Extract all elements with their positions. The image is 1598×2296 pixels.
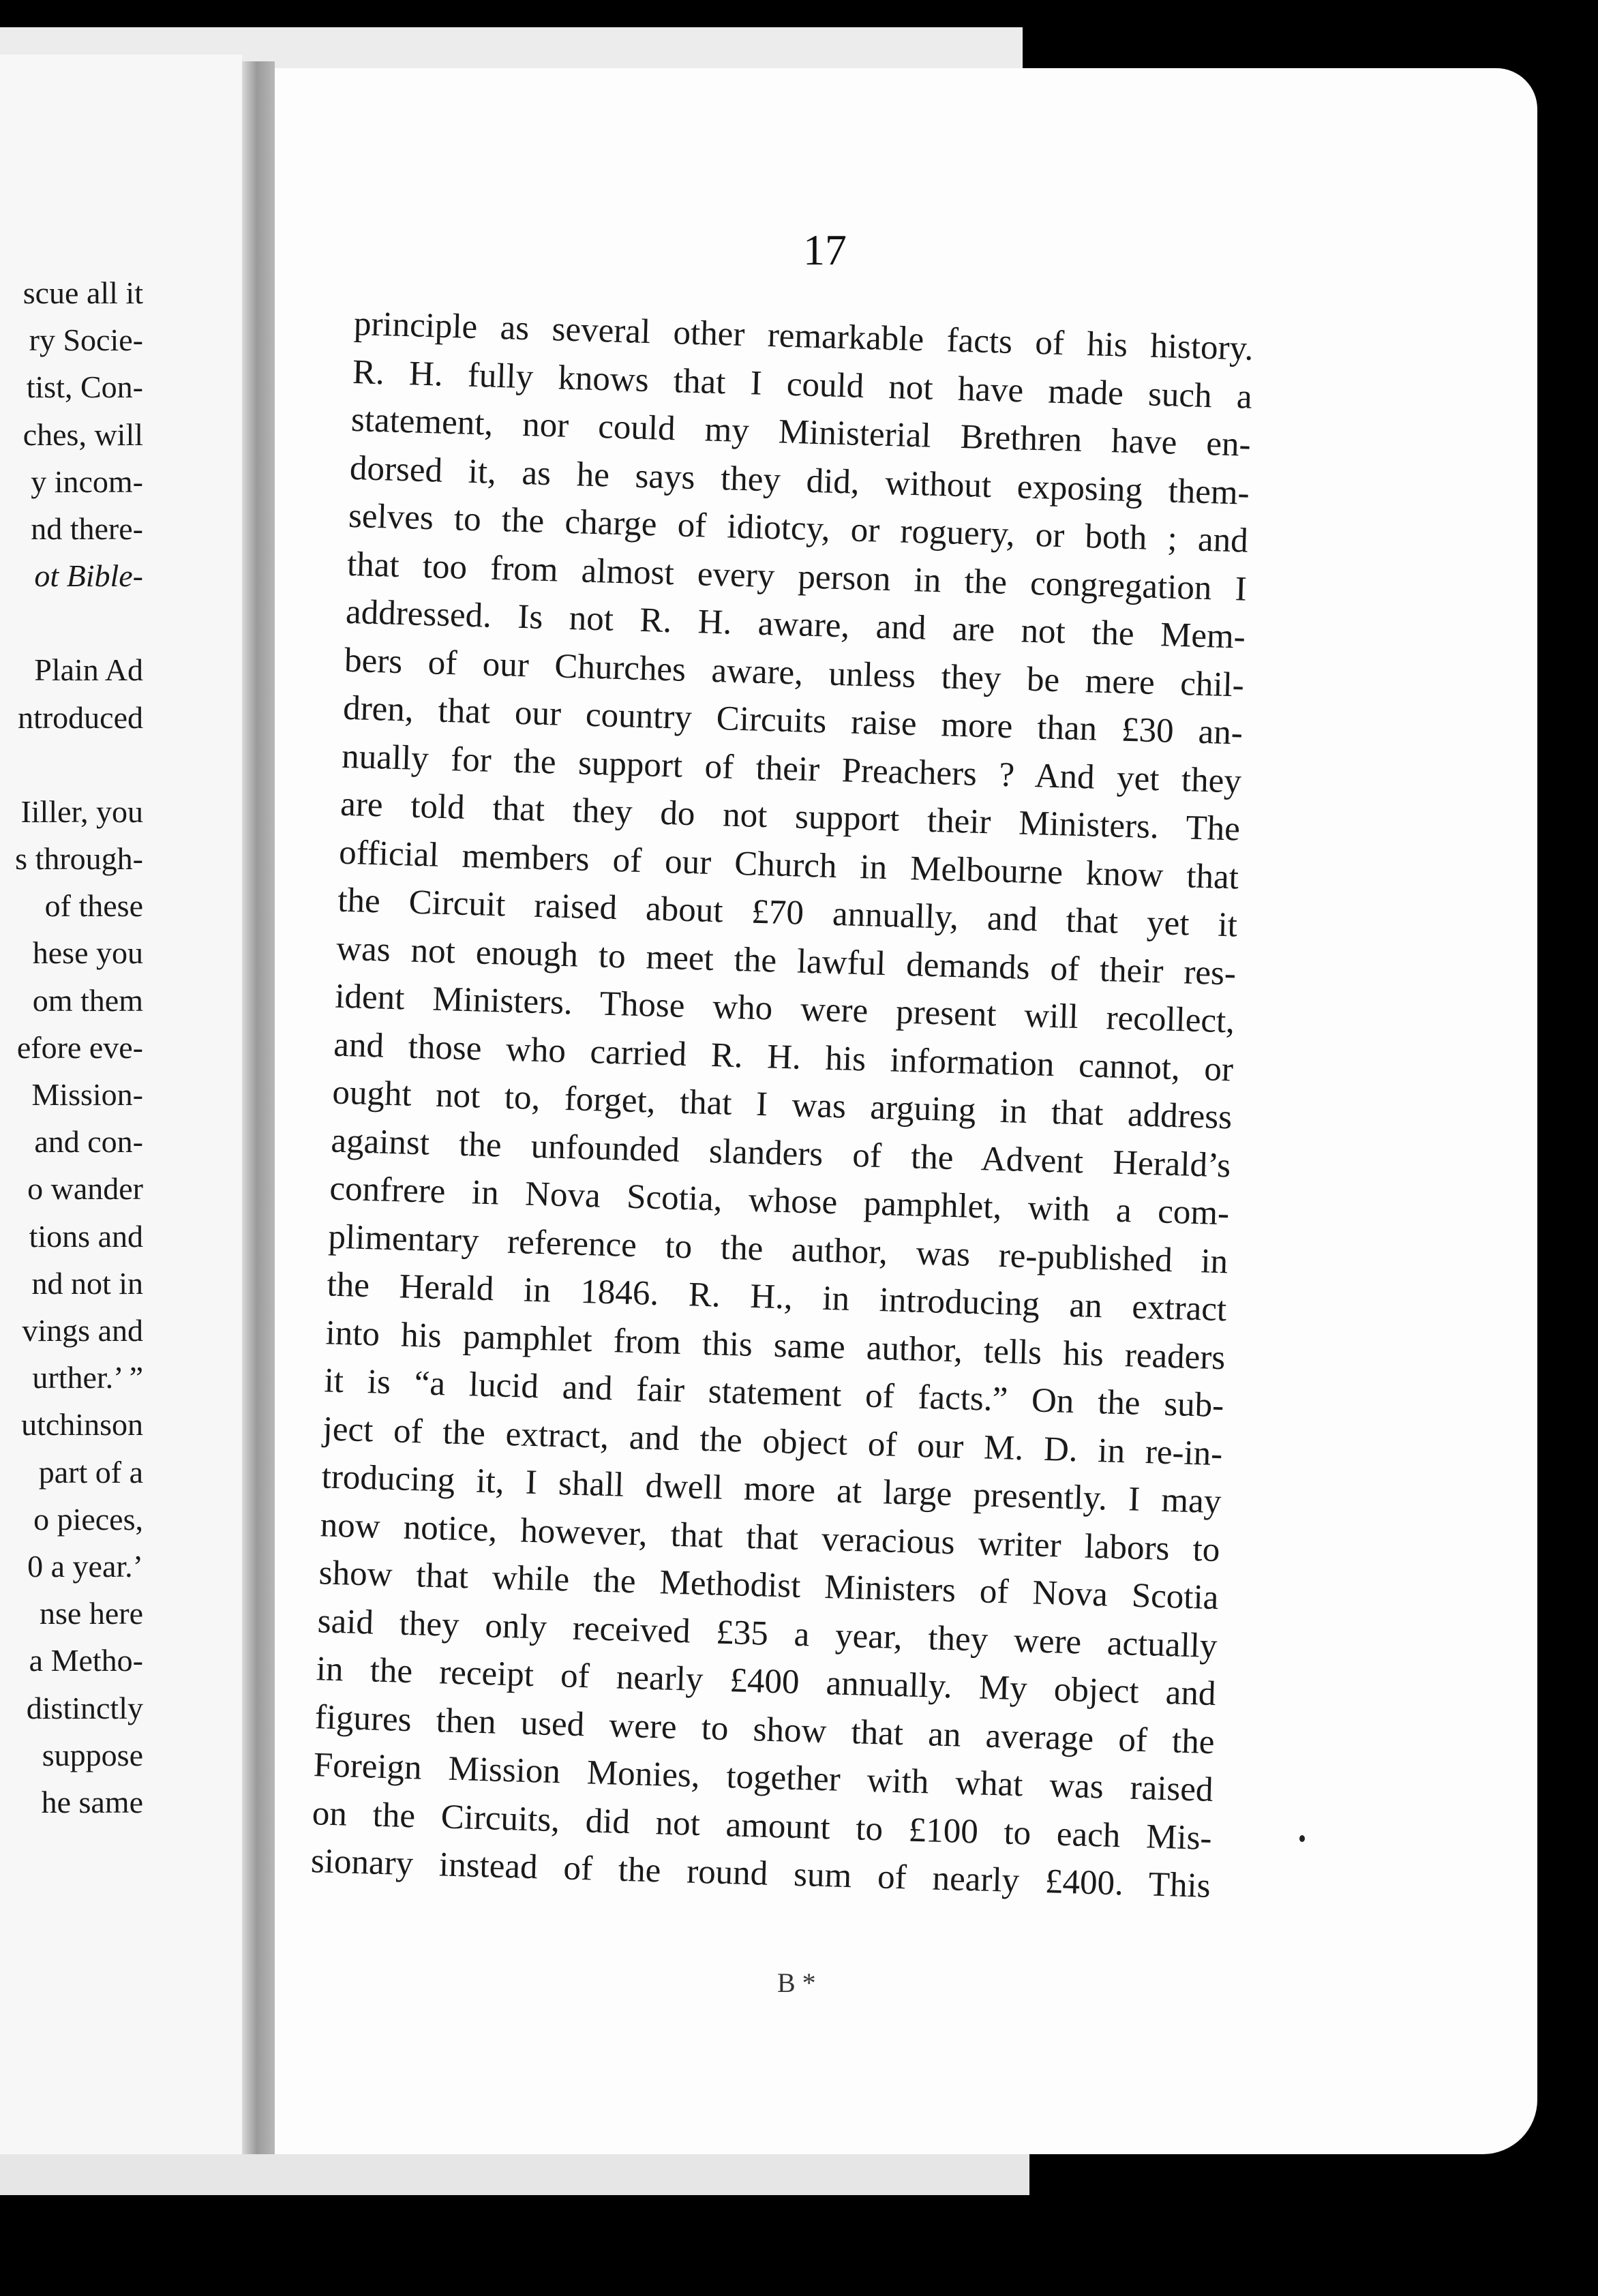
text-line: the Circuit raised about £70 annually, and that yet it — [337, 881, 1238, 945]
text-line: are told that they do not support their Ministers. The — [340, 785, 1241, 849]
left-line: scue all it — [22, 275, 143, 310]
text-line: was not enough to meet the lawful demands of their res- — [335, 929, 1237, 993]
left-blank-line — [0, 741, 143, 788]
left-line: o wander — [27, 1171, 143, 1207]
left-line: distinctly — [26, 1690, 143, 1725]
page-bottom-edge — [0, 2154, 1029, 2195]
right-page-text — [310, 300, 1254, 1910]
text-line: now notice, however, that that veracious writer labors to — [320, 1505, 1221, 1569]
text-line: it is “a lucid and fair statement of facts.” On the sub- — [323, 1361, 1224, 1425]
left-line: nse here — [40, 1596, 143, 1631]
left-line: om them — [32, 982, 143, 1018]
left-line: of these — [44, 888, 143, 924]
text-line: addressed. Is not R. H. aware, and are not the Mem- — [345, 592, 1246, 656]
left-line: 0 a year.’ — [27, 1549, 143, 1584]
left-line: Plain Ad — [34, 652, 143, 688]
left-line: ches, will — [22, 417, 143, 452]
text-line: plimentary reference to the author, was re-published in — [327, 1217, 1228, 1281]
text-line: official members of our Church in Melbourne know that — [338, 833, 1239, 897]
left-line: part of a — [38, 1454, 143, 1490]
text-line: ident Ministers. Those who were present will recollect, — [334, 977, 1235, 1041]
text-line: the Herald in 1846. R. H., in introducing an extract — [326, 1265, 1227, 1329]
text-line: said they only received £35 a year, they were actually — [317, 1601, 1218, 1665]
left-line: Mission- — [31, 1077, 143, 1113]
text-line: bers of our Churches aware, unless they be mere chil- — [344, 641, 1245, 705]
left-line: suppose — [42, 1737, 143, 1772]
text-line: sionary instead of the round sum of nearly £400. This — [310, 1842, 1211, 1905]
text-line: ought not to, forget, that I was arguing in that address — [331, 1073, 1233, 1137]
book-gutter — [242, 61, 275, 2168]
text-line: statement, nor could my Ministerial Brethren have en- — [350, 400, 1252, 464]
left-line: urther.’ ” — [32, 1360, 143, 1395]
text-line: confrere in Nova Scotia, whose pamphlet, with a com- — [329, 1169, 1230, 1233]
left-line: tions and — [29, 1218, 143, 1254]
left-line: and con- — [34, 1124, 143, 1160]
signature-mark: B * — [777, 1967, 816, 1998]
text-line: troducing it, I shall dwell more at large presently. I may — [320, 1457, 1222, 1522]
text-line: in the receipt of nearly £400 annually. My object and — [316, 1650, 1217, 1714]
text-line: into his pamphlet from this same author, tells his readers — [325, 1313, 1226, 1377]
left-page-text — [0, 269, 143, 1826]
ink-speck — [1299, 1835, 1305, 1842]
text-line: principle as several other remarkable facts of his history. — [353, 304, 1254, 368]
text-line: dren, that our country Circuits raise more than £30 an- — [342, 689, 1243, 753]
left-line: y incom- — [31, 464, 143, 499]
text-line: Foreign Mission Monies, together with what was raised — [313, 1746, 1214, 1810]
left-line: s through- — [15, 841, 143, 877]
text-line: nually for the support of their Preachers ? And yet they — [341, 737, 1242, 801]
text-line: ject of the extract, and the object of our M. D. in re-in- — [322, 1409, 1224, 1473]
left-line: efore eve- — [16, 1029, 143, 1065]
left-line: nd not in — [31, 1265, 143, 1301]
left-line: nd there- — [31, 511, 143, 547]
left-line: he same — [41, 1785, 143, 1820]
page-number: 17 — [803, 226, 847, 274]
left-line: vings and — [22, 1313, 143, 1348]
left-line: ot Bible- — [34, 558, 143, 594]
text-line: figures then used were to show that an average of the — [314, 1697, 1216, 1762]
text-line: against the unfounded slanders of the Advent Herald’s — [330, 1121, 1231, 1185]
left-line: hese you — [32, 935, 143, 971]
text-line: R. H. fully knows that I could not have made such a — [352, 352, 1253, 417]
left-line: utchinson — [21, 1407, 143, 1442]
left-blank-line — [0, 599, 143, 646]
left-line: ry Socie- — [29, 322, 143, 358]
text-line: that too from almost every person in the congregation I — [346, 545, 1248, 609]
text-line: selves to the charge of idiotcy, or roguery, or both ; and — [348, 496, 1249, 560]
text-line: dorsed it, as he says they did, without exposing them- — [349, 449, 1250, 513]
left-line: o pieces, — [33, 1501, 143, 1537]
left-line: tist, Con- — [26, 369, 143, 405]
left-line: a Metho- — [29, 1643, 143, 1678]
text-line: show that while the Methodist Ministers of Nova Scotia — [318, 1554, 1220, 1618]
left-line: Iiller, you — [20, 794, 143, 829]
text-line: and those who carried R. H. his information cannot, or — [333, 1025, 1234, 1089]
text-line: on the Circuits, did not amount to £100 to each Mis- — [312, 1794, 1213, 1858]
left-line: ntroduced — [18, 699, 143, 735]
